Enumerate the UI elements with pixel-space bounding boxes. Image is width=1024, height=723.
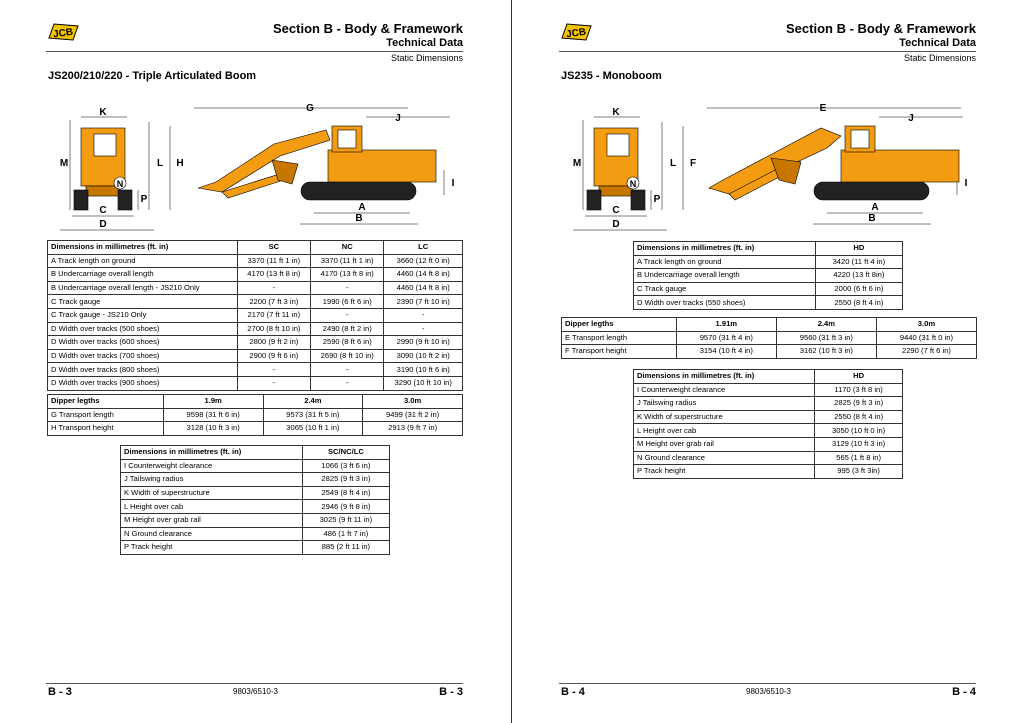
label-n: N (116, 179, 124, 189)
cell-value: 3129 (10 ft 3 in) (815, 437, 903, 451)
header-note: Static Dimensions (903, 53, 976, 63)
page-b4 (513, 0, 1024, 723)
cell-value: 1170 (3 ft 8 in) (815, 383, 903, 397)
cell-value: 565 (1 ft 8 in) (815, 451, 903, 465)
cell-value: 2913 (9 ft 7 in) (363, 422, 463, 436)
row-label: B Undercarriage overall length (634, 269, 816, 283)
table-row (121, 541, 390, 555)
table-row (121, 486, 390, 500)
table-header-row (48, 241, 463, 255)
cell-value: - (311, 376, 384, 390)
label-a: A (871, 202, 879, 213)
table-row (48, 408, 463, 422)
table-row (121, 513, 390, 527)
table-row (121, 473, 390, 487)
table-row (634, 269, 903, 283)
label-k: K (99, 107, 107, 118)
row-label: J Tailswing radius (121, 473, 303, 487)
table-row (634, 437, 903, 451)
table-row (121, 459, 390, 473)
table-row (634, 424, 903, 438)
cell-value: - (311, 308, 384, 322)
row-label: M Height over grab rail (121, 513, 303, 527)
cell-value: 3190 (10 ft 6 in) (384, 363, 463, 377)
row-label: M Height over grab rail (634, 437, 815, 451)
header-note: Static Dimensions (390, 53, 463, 63)
page-number-left: B - 3 (48, 686, 72, 698)
cell-value: 2550 (8 ft 4 in) (815, 296, 902, 310)
label-d: D (612, 219, 620, 230)
section-subtitle: Technical Data (899, 37, 976, 49)
footer-rule (559, 683, 976, 684)
cell-value: 3162 (10 ft 3 in) (776, 345, 876, 359)
cell-value: 3660 (12 ft 0 in) (384, 254, 463, 268)
row-label: P Track height (121, 541, 303, 555)
cell-value: 9573 (31 ft 5 in) (263, 408, 363, 422)
row-label: I Counterweight clearance (121, 459, 303, 473)
cell-value: 4460 (14 ft 8 in) (384, 268, 463, 282)
label-a: A (358, 202, 366, 213)
cell-value: 2000 (6 ft 6 in) (815, 282, 902, 296)
column-header-value: LC (384, 241, 463, 255)
column-header-value: 3.0m (876, 318, 976, 332)
table-row (562, 345, 977, 359)
table-row (634, 296, 903, 310)
jcb-logo-text: JCB (565, 26, 587, 41)
cell-value: 2825 (9 ft 3 in) (815, 397, 903, 411)
table-row (48, 254, 463, 268)
cell-value: - (237, 376, 310, 390)
row-label: A Track length on ground (48, 254, 238, 268)
label-e: E (819, 103, 827, 114)
track-dimensions-table (47, 240, 463, 391)
table-header-row (562, 318, 977, 332)
side-view (709, 126, 959, 200)
table-header-row (634, 242, 903, 256)
label-b: B (355, 213, 363, 224)
row-label: K Width of superstructure (121, 486, 303, 500)
table-row (48, 376, 463, 390)
table-row (634, 465, 903, 479)
table-row (121, 527, 390, 541)
front-view (587, 128, 645, 210)
page-number-left: B - 4 (561, 686, 585, 698)
document-number: 9803/6510-3 (233, 687, 278, 696)
document-number: 9803/6510-3 (746, 687, 791, 696)
cell-value: 2690 (8 ft 10 in) (311, 349, 384, 363)
superstructure-table (120, 445, 390, 555)
table-row (48, 349, 463, 363)
cell-value: 2490 (8 ft 2 in) (311, 322, 384, 336)
label-j: J (908, 113, 914, 124)
cell-value: - (237, 363, 310, 377)
cell-value: 2390 (7 ft 10 in) (384, 295, 463, 309)
dipper-table (47, 394, 463, 436)
column-header-label: Dipper legths (562, 318, 677, 332)
row-label: D Width over tracks (900 shoes) (48, 376, 238, 390)
cell-value: 3370 (11 ft 1 in) (237, 254, 310, 268)
cell-value: 2946 (9 ft 8 in) (302, 500, 389, 514)
table-header-row (48, 395, 463, 409)
table-row (562, 331, 977, 345)
page-b3 (0, 0, 511, 723)
row-label: P Track height (634, 465, 815, 479)
cell-value: 3154 (10 ft 4 in) (676, 345, 776, 359)
table-header-row (121, 446, 390, 460)
table-row (48, 308, 463, 322)
cell-value: 1066 (3 ft 6 in) (302, 459, 389, 473)
table-row (48, 295, 463, 309)
label-j: J (395, 113, 401, 124)
cell-value: - (384, 308, 463, 322)
row-label: I Counterweight clearance (634, 383, 815, 397)
jcb-logo (559, 22, 593, 42)
cell-value: 9598 (31 ft 6 in) (163, 408, 263, 422)
row-label: K Width of superstructure (634, 410, 815, 424)
row-label: D Width over tracks (550 shoes) (634, 296, 816, 310)
cell-value: 3420 (11 ft 4 in) (815, 255, 902, 269)
row-label: D Width over tracks (700 shoes) (48, 349, 238, 363)
cell-value: 2170 (7 ft 11 in) (237, 308, 310, 322)
superstructure-table (633, 369, 903, 479)
label-i: I (451, 178, 455, 189)
row-label: H Transport height (48, 422, 164, 436)
cell-value: 2550 (8 ft 4 in) (815, 410, 903, 424)
cell-value: 995 (3 ft 3in) (815, 465, 903, 479)
row-label: G Transport length (48, 408, 164, 422)
row-label: N Ground clearance (121, 527, 303, 541)
row-label: J Tailswing radius (634, 397, 815, 411)
page-divider (511, 0, 512, 723)
label-l: L (669, 158, 677, 169)
track-dimensions-table (633, 241, 903, 310)
row-label: A Track length on ground (634, 255, 816, 269)
table-row (634, 383, 903, 397)
row-label: D Width over tracks (800 shoes) (48, 363, 238, 377)
table-header-row (634, 370, 903, 384)
column-header-label: Dimensions in millimetres (ft. in) (121, 446, 303, 460)
column-header-value: 3.0m (363, 395, 463, 409)
label-c: C (612, 205, 620, 216)
label-k: K (612, 107, 620, 118)
table-row (634, 282, 903, 296)
section-subtitle: Technical Data (386, 37, 463, 49)
cell-value: 2800 (9 ft 2 in) (237, 336, 310, 350)
cell-value: 2549 (8 ft 4 in) (302, 486, 389, 500)
column-header-value: 1.91m (676, 318, 776, 332)
column-header-value: 1.9m (163, 395, 263, 409)
column-header-value: SC (237, 241, 310, 255)
cell-value: 4170 (13 ft 8 in) (311, 268, 384, 282)
model-title: JS235 - Monoboom (561, 70, 662, 82)
cell-value: 1990 (6 ft 6 in) (311, 295, 384, 309)
column-header-value: HD (815, 370, 903, 384)
row-label: C Track gauge (48, 295, 238, 309)
cell-value: 3050 (10 ft 0 in) (815, 424, 903, 438)
column-header-value: NC (311, 241, 384, 255)
cell-value: 2200 (7 ft 3 in) (237, 295, 310, 309)
column-header-label: Dimensions in millimetres (ft. in) (48, 241, 238, 255)
cell-value: 9440 (31 ft 0 in) (876, 331, 976, 345)
section-title: Section B - Body & Framework (786, 21, 976, 36)
column-header-label: Dimensions in millimetres (ft. in) (634, 242, 816, 256)
footer-rule (46, 683, 463, 684)
table-row (634, 451, 903, 465)
cell-value: 3065 (10 ft 1 in) (263, 422, 363, 436)
jcb-logo-text: JCB (52, 26, 74, 41)
excavator-dimension-diagram (559, 100, 979, 235)
label-m: M (572, 158, 582, 169)
row-label: B Undercarriage overall length - JS210 Only (48, 281, 238, 295)
table-row (48, 322, 463, 336)
cell-value: 3090 (10 ft 2 in) (384, 349, 463, 363)
header-rule (559, 51, 976, 52)
table-row (48, 422, 463, 436)
table-row (48, 336, 463, 350)
label-n: N (629, 179, 637, 189)
row-label: F Transport height (562, 345, 677, 359)
column-header-label: Dimensions in millimetres (ft. in) (634, 370, 815, 384)
column-header-value: HD (815, 242, 902, 256)
row-label: B Undercarriage overall length (48, 268, 238, 282)
cell-value: 3025 (9 ft 11 in) (302, 513, 389, 527)
page-number-right: B - 3 (439, 686, 463, 698)
table-row (48, 268, 463, 282)
excavator-dimension-diagram (46, 100, 466, 235)
table-row (634, 397, 903, 411)
cell-value: - (311, 363, 384, 377)
table-row (48, 281, 463, 295)
row-label: N Ground clearance (634, 451, 815, 465)
row-label: D Width over tracks (600 shoes) (48, 336, 238, 350)
label-c: C (99, 205, 107, 216)
front-view (74, 128, 132, 210)
cell-value: 2290 (7 ft 6 in) (876, 345, 976, 359)
cell-value: 2590 (8 ft 6 in) (311, 336, 384, 350)
cell-value: - (311, 281, 384, 295)
label-h: H (176, 158, 184, 169)
table-row (121, 500, 390, 514)
label-f: F (689, 158, 697, 169)
row-label: C Track gauge - JS210 Only (48, 308, 238, 322)
label-g: G (306, 103, 314, 114)
header-rule (46, 51, 463, 52)
cell-value: 2900 (9 ft 6 in) (237, 349, 310, 363)
table-row (634, 255, 903, 269)
label-m: M (59, 158, 69, 169)
cell-value: 486 (1 ft 7 in) (302, 527, 389, 541)
cell-value: 2825 (9 ft 3 in) (302, 473, 389, 487)
row-label: L Height over cab (121, 500, 303, 514)
model-title: JS200/210/220 - Triple Articulated Boom (48, 70, 257, 82)
row-label: E Transport length (562, 331, 677, 345)
cell-value: 3290 (10 ft 10 in) (384, 376, 463, 390)
cell-value: 4220 (13 ft 8in) (815, 269, 902, 283)
label-p: P (140, 194, 148, 205)
row-label: D Width over tracks (500 shoes) (48, 322, 238, 336)
column-header-value: 2.4m (776, 318, 876, 332)
table-row (634, 410, 903, 424)
column-header-label: Dipper legths (48, 395, 164, 409)
cell-value: 4170 (13 ft 8 in) (237, 268, 310, 282)
cell-value: 2990 (9 ft 10 in) (384, 336, 463, 350)
label-i: I (964, 178, 968, 189)
cell-value: 9560 (31 ft 3 in) (776, 331, 876, 345)
cell-value: 9499 (31 ft 2 in) (363, 408, 463, 422)
label-p: P (653, 194, 661, 205)
column-header-value: SC/NC/LC (302, 446, 389, 460)
section-title: Section B - Body & Framework (273, 21, 463, 36)
dipper-table (561, 317, 977, 359)
label-b: B (868, 213, 876, 224)
cell-value: - (237, 281, 310, 295)
cell-value: 9570 (31 ft 4 in) (676, 331, 776, 345)
cell-value: 3128 (10 ft 3 in) (163, 422, 263, 436)
row-label: L Height over cab (634, 424, 815, 438)
label-l: L (156, 158, 164, 169)
label-d: D (99, 219, 107, 230)
row-label: C Track gauge (634, 282, 816, 296)
cell-value: 885 (2 ft 11 in) (302, 541, 389, 555)
column-header-value: 2.4m (263, 395, 363, 409)
cell-value: 3370 (11 ft 1 in) (311, 254, 384, 268)
jcb-logo (46, 22, 80, 42)
table-row (48, 363, 463, 377)
side-view (198, 126, 436, 200)
cell-value: 2700 (8 ft 10 in) (237, 322, 310, 336)
cell-value: - (384, 322, 463, 336)
cell-value: 4460 (14 ft 8 in) (384, 281, 463, 295)
page-number-right: B - 4 (952, 686, 976, 698)
